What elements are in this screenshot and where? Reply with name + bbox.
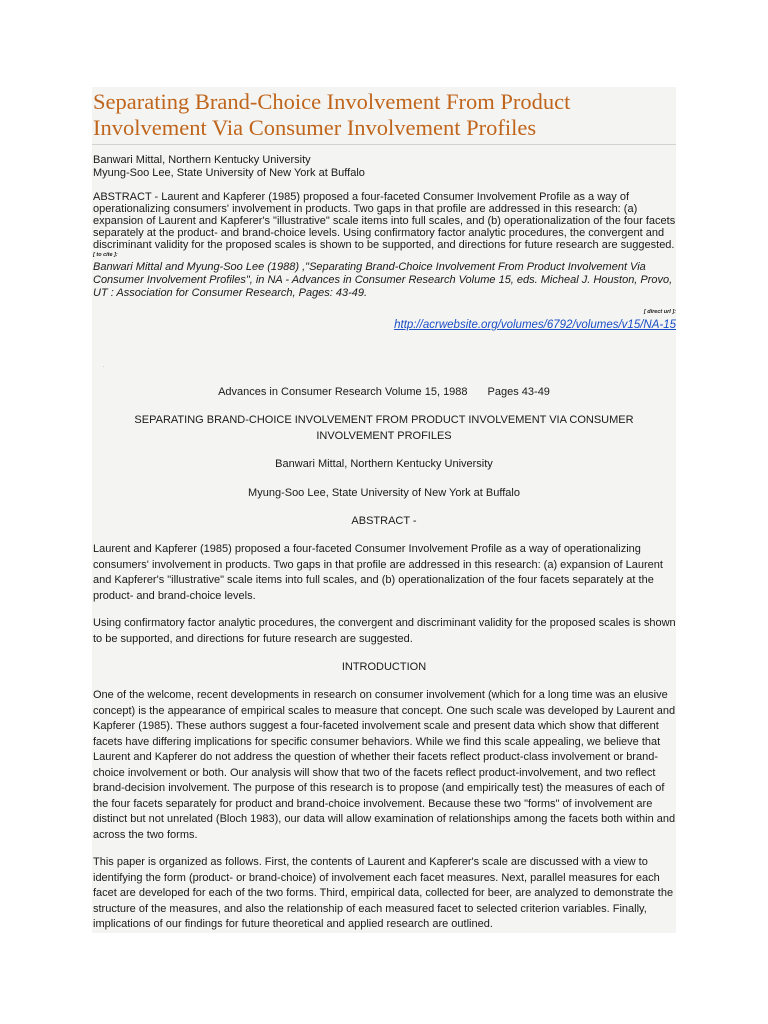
separator-dot [103,366,104,367]
paper-author-1: Banwari Mittal, Northern Kentucky University [275,458,493,470]
intro-paragraph-1: One of the welcome, recent developments in research on consumer involvement (which for a long time was an elusive concept) is the appearance of empirical scales to measure that concept. One such scale was developed by Laurent and Kapferer (1985). These authors suggest a four-faceted involvement scale and present data which show that different facets have differing implications for specific consumer behaviors. While we find this scale appealing, we believe that Laurent and Kapferer do not address the question of whether their facets reflect product-class involvement or brand-choice involvement or both. Our analysis will show that two of the facets reflect product-involvement, and two reflect brand-decision involvement. The purpose of this research is to propose (and empirically test) the measures of each of the four facets separately for product and brand-choice involvement. Because these two "forms" of involvement are distinct but not unrelated (Bloch 1983), our data will allow examination of relationships among the facets both within and across the two forms. [93,689,676,841]
abstract-summary: ABSTRACT - Laurent and Kapferer (1985) proposed a four-faceted Consumer Involvement Profile as a way of operationalizing consumers' involvement in products. Two gaps in that profile are addressed in this research: (a) expansion of Laurent and Kapferer's "illustrative" scale items into full scales, and (b) operationalization of the four facets separately at the product- and brand-choice levels. Using confirmatory factor analytic procedures, the convergent and discriminant validity for the proposed scales is shown to be supported, and directions for future research are suggested. [93,191,676,251]
journal-info [92,384,676,400]
direct-url-label: [ direct url ]: [643,309,676,315]
direct-url-link[interactable]: http://acrwebsite.org/volumes/6792/volumes/v15/NA-15 [394,319,676,331]
intro-paragraph-2: This paper is organized as follows. First, the contents of Laurent and Kapferer's scale are discussed with a view to identifying the form (product- or brand-choice) of involvement each facet measures. Next, parallel measures for each facet are developed for each of the two forms. Third, empirical data, collected for beer, are analyzed to demonstrate the structure of the measures, and also the relationship of each measured facet to selected criterion variables. Finally, implications of our findings for future theoretical and applied research are outlined. [93,856,674,930]
introduction-heading: INTRODUCTION [341,661,427,673]
cite-label: [ to cite ]: [93,252,118,258]
paper-author-2: Myung-Soo Lee, State University of New York at Buffalo [248,487,520,499]
author-line: Banwari Mittal, Northern Kentucky University [93,154,311,166]
paper-title: SEPARATING BRAND-CHOICE INVOLVEMENT FROM PRODUCT INVOLVEMENT VIA CONSUMER INVOLVEMENT PROFILES [134,414,634,442]
author-line: Myung-Soo Lee, State University of New York at Buffalo [93,167,365,179]
abstract-heading: ABSTRACT - [351,515,417,527]
document-page [92,87,676,933]
abstract-paragraph-2: Using confirmatory factor analytic procedures, the convergent and discriminant validity for the proposed scales is shown to be supported, and directions for future research are suggested. [93,617,676,645]
author-list [92,154,676,180]
citation-text: Banwari Mittal and Myung-Soo Lee (1988) ,"Separating Brand-Choice Involvement From Product Involvement Via Consumer Involvement Profiles", in NA - Advances in Consumer Research Volume 15, eds. Micheal J. Houston, Provo, UT : Association for Consumer Research, Pages: 43-49. [93,261,673,299]
abstract-paragraph-1: Laurent and Kapferer (1985) proposed a four-faceted Consumer Involvement Profile as a way of operationalizing consumers' involvement in products. Two gaps in that profile are addressed in this research: (a) expansion of Laurent and Kapferer's "illustrative" scale items into full scales, and (b) operationalization of the four facets separately at the product- and brand-choice levels. [93,543,663,602]
title-divider [92,144,676,145]
page-range: Pages 43-49 [487,386,550,398]
page-title: Separating Brand-Choice Involvement From Product Involvement Via Consumer Involvement Profiles [93,89,571,140]
journal-name: Advances in Consumer Research Volume 15, 1988 [218,386,468,398]
